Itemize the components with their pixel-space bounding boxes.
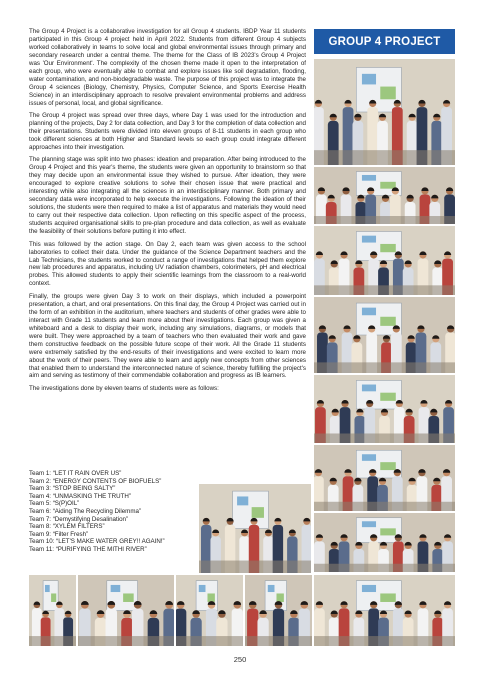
group-photo	[78, 575, 174, 646]
team-item: Team 9: “Filter Fresh”	[29, 530, 89, 538]
group-photo	[314, 513, 455, 572]
paragraph-teams-intro: The investigations done by eleven teams of students were as follows:	[29, 385, 219, 392]
paragraph-planning: The planning stage was split into two phases: ideation and preparation. After being introduced to the Group 4 Project and this year's theme, the students were given an opportunity to brainstorm so that they may decide upon an environmental issue they wished to pursue. After ideation, they were encouraged to explore creative solutions to solve their chosen issue that were practical and interesting while also integrating all the sciences in an interdisciplinary manner. Both primary and secondary data were incorporated to help execute the investigations. Following the ideation of their solutions, the students were then required to make a list of apparatus and materials they would need to carry out their respective data collection. Upon reflecting on this specific aspect of the process, students acquired organisational skills to pre-plan procedure and data collection, as well as evaluate the feasibility of their solutions before putting it into effect.	[29, 156, 306, 236]
page-number: 250	[233, 655, 247, 664]
group-photo	[176, 575, 243, 646]
group-photo	[314, 59, 455, 165]
group-photo	[314, 375, 455, 443]
group-photo	[314, 226, 455, 295]
paragraph-intro: The Group 4 Project is a collaborative investigation for all Group 4 students. IBDP Year 11 students participated in this Group 4 project held in April 2022. Students from different Group 4 subjects worked collaboratively in teams to solve local and global environmental issues through primary and secondary research under a central theme. The theme for the Class of IB 2023's Group 4 Project was 'Our Environment'. The complexity of the chosen theme made it open to the interpretation of each group, who were eventually able to combat and explore issues like soil degradation, flooding, water contamination, and non-biodegradable waste. The purpose of this project was to integrate the Group 4 sciences (Biology, Chemistry, Physics, Computer Science, and Sports Exercise Health Science) in an interdisciplinary approach to resolve prevalent environmental problems and address issues of personal, local, and global significance.	[29, 28, 306, 107]
group-photo	[314, 297, 455, 373]
team-item: Team 5: “S(P)OIL”	[29, 500, 80, 508]
group-photo	[314, 575, 455, 646]
article-body	[29, 28, 306, 398]
team-item: Team 1: “LET IT RAIN OVER US”	[29, 470, 122, 477]
paragraph-action: This was followed by the action stage. On Day 2, each team was given access to the school laboratories to collect their data. Under the guidance of the Science Department teachers and the Lab Technicians, the students worked to conduct a range of investigations that helped them explore new lab procedures and apparatus, including UV radiation chambers, colorimeters, pH and electrical probes. This allowed students to apply their scientific learnings from the classroom to a real-world context.	[29, 240, 306, 288]
group-photo	[314, 445, 455, 511]
team-item: Team 6: “Aiding The Recycling Dilemma”	[29, 507, 141, 515]
group-photo	[245, 575, 312, 646]
team-item: Team 10: “LET'S MAKE WATER GREY!! AGAIN!”	[29, 538, 165, 546]
paragraph-exhibition: Finally, the groups were given Day 3 to work on their displays, which included a powerpoint presentation, a chart, and oral presentations. On this final day, the Group 4 Project was carried out in the form of an exhibition in the auditorium, where teachers and students of other grades were able to interact with Grade 11 students and learn more about their investigations. Each group was given a whiteboard and a desk to display their work, including any simulations, diagrams, or models that were built. They were approached by a team of teachers who then evaluated their work and gave them constructive feedback on the possible future scope of their work. All the Grade 11 students were extremely satisfied by the end-results of their investigations and were excited to learn more about the work of their peers. They were able to learn and apply new concepts from other sciences that enabled them to understand the interconnected nature of science, thereby fulfilling the project's aim and serving as testimony of their commendable collaboration and progress as IB learners.	[29, 292, 306, 380]
group-photo	[314, 167, 455, 224]
group-photo	[29, 575, 76, 646]
team-item: Team 3: “STOP BEING SALTY”	[29, 485, 116, 493]
team-item: Team 7: “Demystifying Desalination”	[29, 515, 129, 523]
team-item: Team 8: “XYLEM FILTERS”	[29, 523, 105, 531]
team-item: Team 2: “ENERGY CONTENTS OF BIOFUELS”	[29, 477, 162, 485]
team-item: Team 11: “PURIFYING THE MITHI RIVER”	[29, 545, 147, 553]
paragraph-schedule: The Group 4 project was spread over three days, where Day 1 was used for the introduction and planning of the projects, Day 2 for data collection, and Day 3 for the completion of data collection and their presentations. Students were divided into eleven groups of 8-11 students in each group who took different sciences at both Higher and Standard levels so each group could integrate different approaches into their investigation.	[29, 112, 306, 151]
team-item: Team 4: “UNMASKING THE TRUTH”	[29, 492, 131, 500]
group-photo	[199, 484, 311, 573]
team-list	[29, 470, 199, 554]
section-title-banner	[314, 29, 455, 54]
section-title: GROUP 4 PROJECT	[328, 35, 441, 48]
